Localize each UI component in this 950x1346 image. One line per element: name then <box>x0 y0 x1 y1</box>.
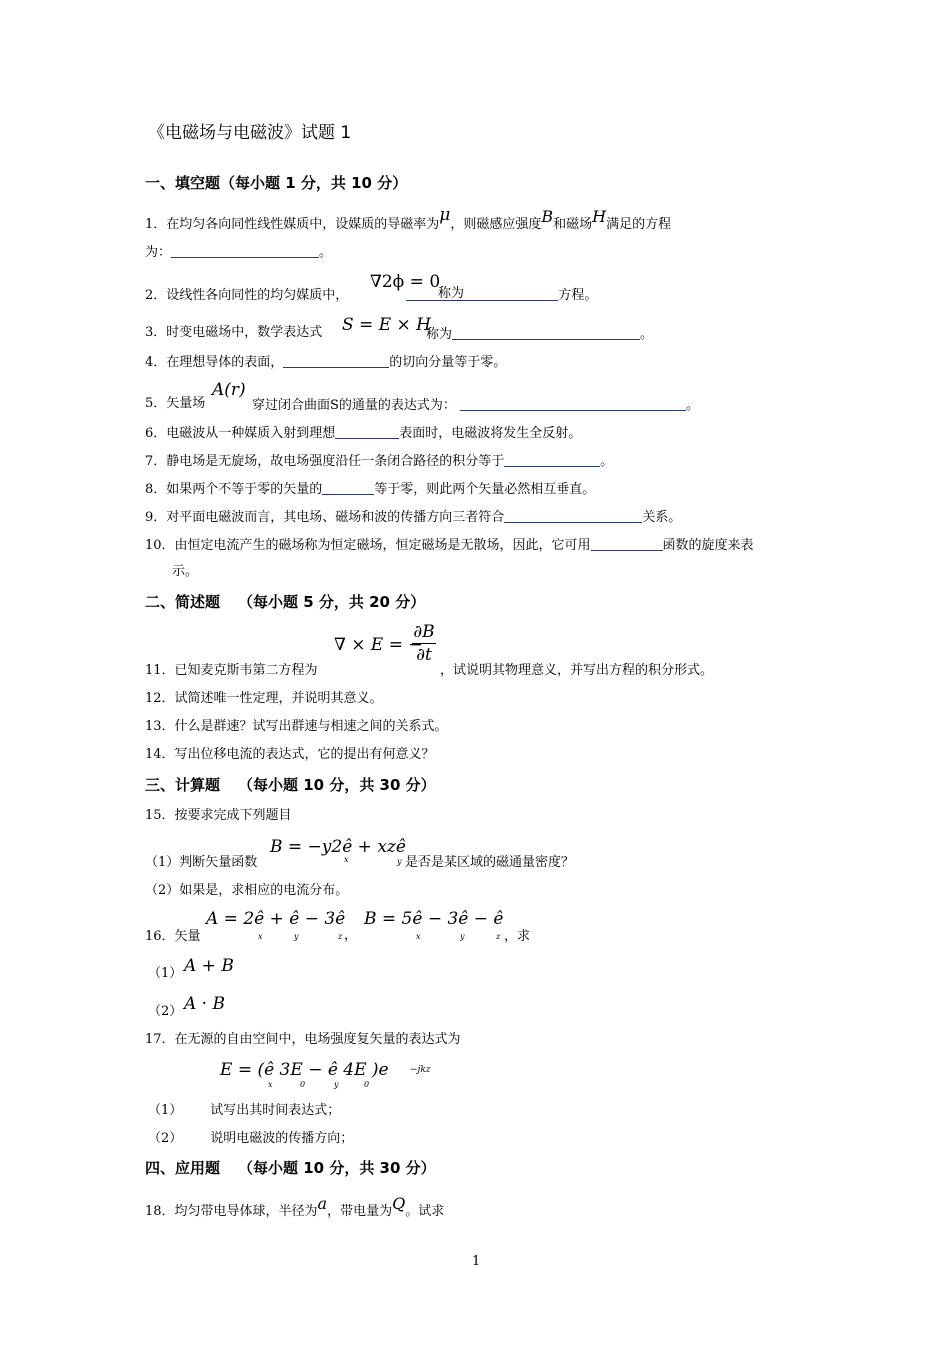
vector-a-expression: A = 2ê + ê − 3ê <box>206 909 346 929</box>
answer-blank-5[interactable] <box>460 396 686 411</box>
laplace-equation: ∇2ϕ = 0 <box>370 272 441 292</box>
question-9: 9．对平面电磁波而言，其电场、磁场和波的传播方向三者符合 关系。 <box>145 510 682 525</box>
answer-blank-3[interactable] <box>452 325 640 340</box>
section-calculation-heading: 三、计算题 （每小题 10 分，共 30 分） <box>145 776 436 794</box>
question-15-part-2: （2）如果是，求相应的电流分布。 <box>145 883 349 898</box>
electric-field-expression: E = (ê 3E − ê 4E )e <box>220 1060 389 1080</box>
question-8: 8．如果两个不等于零的矢量的 等于零，则此两个矢量必然相互垂直。 <box>145 482 596 497</box>
question-10: 10．由恒定电流产生的磁场称为恒定磁场，恒定磁场是无散场，因此，它可用 函数的旋度来表 <box>145 538 754 553</box>
question-7: 7．静电场是无旋场，故电场强度沿任一条闭合路径的积分等于 。 <box>145 454 614 469</box>
maxwell-equation: ∇ × E = − <box>334 635 423 655</box>
question-11: 11．已知麦克斯韦第二方程为 <box>145 663 318 678</box>
answer-blank-10[interactable] <box>591 536 663 551</box>
section-application-heading: 四、应用题 （每小题 10 分，共 30 分） <box>145 1159 436 1177</box>
vector-function-b: B = −y2ê + xzê <box>270 837 406 857</box>
question-14: 14．写出位移电流的表达式，它的提出有何意义？ <box>145 747 435 762</box>
vector-b-expression: B = 5ê − 3ê − ê <box>364 909 504 929</box>
question-17-part-2: （2） 说明电磁波的传播方向； <box>148 1131 354 1146</box>
question-1-line-1: 1．在均匀各向同性线性媒质中，设媒质的导磁率为μ，则磁感应强度B和磁场H满足的方程 <box>145 205 672 232</box>
question-3: 3．时变电磁场中，数学表达式 <box>145 325 323 340</box>
page-number: 1 <box>472 1254 481 1269</box>
answer-blank-1[interactable] <box>171 243 319 258</box>
section-short-answer-heading: 二、简述题 （每小题 5 分，共 20 分） <box>145 593 426 611</box>
question-13: 13．什么是群速？试写出群速与相速之间的关系式。 <box>145 719 448 734</box>
question-1-line-2: 为： 。 <box>145 245 333 260</box>
question-17: 17．在无源的自由空间中，电场强度复矢量的表达式为 <box>145 1032 461 1047</box>
section-fill-in-heading: 一、填空题（每小题 1 分，共 10 分） <box>145 174 408 192</box>
question-4: 4．在理想导体的表面， 的切向分量等于零。 <box>145 355 507 370</box>
vector-field-expression: A(r) <box>212 380 246 400</box>
answer-blank-9[interactable] <box>504 508 642 523</box>
question-12: 12．试简述唯一性定理，并说明其意义。 <box>145 691 383 706</box>
maxwell-fraction: ∂B ∂t <box>413 622 435 665</box>
answer-blank-6[interactable] <box>335 424 399 439</box>
dot-product-expression: A · B <box>184 994 225 1014</box>
answer-blank-7[interactable] <box>504 452 600 467</box>
question-18: 18．均匀带电导体球，半径为a，带电量为Q。试求 <box>145 1194 445 1219</box>
question-15: 15．按要求完成下列题目 <box>145 808 292 823</box>
document-page: 《电磁场与电磁波》试题 1 一、填空题（每小题 1 分，共 10 分） 1．在均匀各向同性线性媒质中，设媒质的导磁率为μ，则磁感应强度B和磁场H满足的方程 为： 。 2．设线性各向同性的均匀媒质中， 方程。 ∇2ϕ = 0 称为 3．时变电磁场中，数学表达式 S = E × H 称为 。 4．在理想导体的表面， 的切向分量等于零。 5．矢量场 A(r) 穿过闭合曲面S的通量的表达式为： 。 6．电磁波从一种媒质入射到理想 表面时，电磁波将发生全反射。 7．静电场是无旋场，故电场强度沿任一条闭合路径的积分等于 。 8．如果两个不等于零的矢量的 等于零，则此两个矢量必然相互垂直。 9．对平面电磁波而言，其电场、磁场和波的传播方向三者符合 关系。 10．由恒定电流产生的磁场称为恒定磁场，恒定磁场是无散场，因此，它可用 函数的旋度来表 示。 二、简述题 （每小题 5 分，共 20 分） ∇ × E = − ∂B ∂t 11．已知麦克斯韦第二方程为 ，试说明其物理意义，并写出方程的积分形式。 12．试简述唯一性定理，并说明其意义。 13．什么是群速？试写出群速与相速之间的关系式。 14．写出位移电流的表达式，它的提出有何意义？ 三、计算题 （每小题 10 分，共 30 分） 15．按要求完成下列题目 B = −y2ê + xzê x y （1）判断矢量函数 是否是某区域的磁通量密度？ （2）如果是，求相应的电流分布。 A = 2ê + ê − 3ê x y z ， B = 5ê − 3ê − ê x y z 16．矢量 ，求 （1） A + B （2） A · B 17．在无源的自由空间中，电场强度复矢量的表达式为 E = (ê 3E − ê 4E )e −jkz x 0 y 0 （1） 试写出其时间表达式； （2） 说明电磁波的传播方向； 四、应用题 （每小题 10 分，共 30 分） 18．均匀带电导体球，半径为a，带电量为Q。试求 1 <box>0 0 950 1346</box>
question-5: 5．矢量场 <box>145 396 206 411</box>
question-2: 2．设线性各向同性的均匀媒质中， 方程。 <box>145 288 598 303</box>
question-16: 16．矢量 <box>145 929 201 944</box>
question-17-part-1: （1） 试写出其时间表达式； <box>148 1103 341 1118</box>
poynting-vector-expression: S = E × H <box>342 315 431 335</box>
question-6: 6．电磁波从一种媒质入射到理想 表面时，电磁波将发生全反射。 <box>145 426 582 441</box>
answer-blank-8[interactable] <box>322 480 374 495</box>
sum-expression: A + B <box>184 956 234 976</box>
page-title: 《电磁场与电磁波》试题 1 <box>148 123 352 143</box>
answer-blank-4[interactable] <box>283 353 389 368</box>
